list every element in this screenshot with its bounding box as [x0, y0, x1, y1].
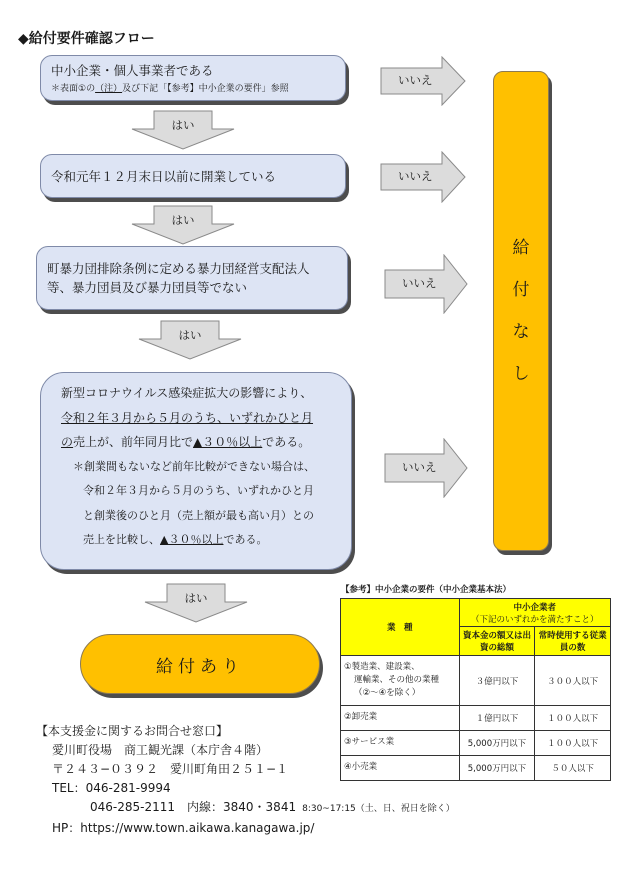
step-4-box: [40, 372, 352, 570]
step-4-note2: 令和２年３月から５月のうち、いずれかひと月: [83, 484, 314, 497]
no-arrow-4: [384, 438, 468, 498]
capital-cell: １億円以下: [459, 706, 535, 731]
table-row: [341, 656, 611, 706]
employees-cell: １００人以下: [535, 706, 611, 731]
step-4-line2: 令和２年３月から５月のうち、いずれかひと月: [61, 410, 314, 425]
grant-yes-box: 給付あり: [80, 634, 320, 694]
step-3-line2: 等、暴力団員及び暴力団員等でない: [47, 280, 248, 296]
step-4-note1: ＊創業間もないなど前年比較ができない場合は、: [73, 459, 315, 473]
contact-hours: 8:30~17:15（土、日、祝日を除く）: [302, 804, 455, 814]
industry-cell: ④小売業: [341, 756, 460, 781]
capital-cell: 5,000万円以下: [459, 756, 535, 781]
table-row: [341, 706, 611, 731]
requirements-title: 【参考】中小企業の要件（中小企業基本法）: [341, 585, 512, 595]
requirements-table: [340, 598, 611, 781]
table-row: [341, 756, 611, 781]
contact-tel2-row: [36, 798, 455, 819]
capital-cell: 5,000万円以下: [459, 731, 535, 756]
step-1-box: [40, 55, 346, 101]
no-grant-char-3: な: [512, 322, 530, 342]
step-3-box: [36, 246, 348, 310]
no-label-3: いいえ: [402, 276, 437, 291]
industry-cell: ②卸売業: [341, 706, 460, 731]
yes-label-2: はい: [171, 213, 195, 227]
contact-tel2: 046-285-2111 内線：3840・3841: [90, 800, 297, 814]
col-industry: 業 種: [341, 599, 460, 656]
no-label-4: いいえ: [402, 460, 437, 475]
industry-cell: ①製造業、建設業、 運輸業、その他の業種 （②〜④を除く）: [341, 656, 460, 706]
col-capital: 資本金の額又は出資の総額: [459, 627, 535, 656]
step-4-line1: 新型コロナウイルス感染症拡大の影響により、: [61, 386, 313, 400]
no-grant-char-2: 付: [512, 280, 530, 300]
employees-cell: ３００人以下: [535, 656, 611, 706]
step-4-line3: の売上が、前年同月比で▲３０％以上である。: [61, 435, 311, 449]
yes-label-3: はい: [178, 328, 202, 342]
industry-cell: ③サービス業: [341, 731, 460, 756]
step-4-note4: 売上を比較し、▲３０％以上である。: [83, 533, 268, 546]
yes-label-1: はい: [171, 118, 195, 132]
step-2-text: 令和元年１２月末日以前に開業している: [51, 169, 277, 184]
table-row: [341, 731, 611, 756]
employees-cell: １００人以下: [535, 731, 611, 756]
contact-tel1: TEL：046-281-9994: [52, 781, 171, 795]
no-arrow-3: [384, 254, 468, 314]
capital-cell: ３億円以下: [459, 656, 535, 706]
page-title: ◆給付要件確認フロー: [18, 31, 155, 47]
step-2-box: [40, 154, 346, 198]
yes-arrow-4: [144, 583, 248, 623]
no-grant-char-4: し: [512, 364, 530, 384]
no-arrow-1: [380, 56, 466, 106]
step-3-line1: 町暴力団排除条例に定める暴力団経営支配法人: [47, 261, 310, 276]
employees-cell: ５０人以下: [535, 756, 611, 781]
yes-arrow-2: [131, 205, 235, 245]
contact-heading: 【本支援金に関するお問合せ窓口】: [36, 724, 229, 738]
step-4-note3: と創業後のひと月（売上額が最も高い月）との: [83, 508, 314, 522]
yes-arrow-1: [131, 110, 235, 150]
step-1-text: 中小企業・個人事業者である: [51, 63, 214, 78]
yes-arrow-3: [138, 320, 242, 360]
col-group: 中小企業者 （下記のいずれかを満たすこと）: [459, 599, 610, 627]
contact-office: 愛川町役場 商工観光課（本庁舎４階）: [52, 743, 269, 757]
contact-hp[interactable]: HP：https://www.town.aikawa.kanagawa.jp/: [52, 821, 315, 835]
no-arrow-2: [380, 151, 466, 203]
no-label-1: いいえ: [398, 73, 433, 88]
step-1-note: ＊表面①の（注）及び下記「【参考】中小企業の要件」参照: [51, 84, 289, 95]
no-label-2: いいえ: [398, 169, 433, 184]
no-grant-box: [493, 71, 549, 551]
yes-label-4: はい: [184, 591, 208, 605]
no-grant-char-1: 給: [512, 238, 530, 258]
contact-address: 〒２４３−０３９２ 愛川町角田２５１−１: [52, 762, 289, 776]
col-employees: 常時使用する従業員の数: [535, 627, 611, 656]
